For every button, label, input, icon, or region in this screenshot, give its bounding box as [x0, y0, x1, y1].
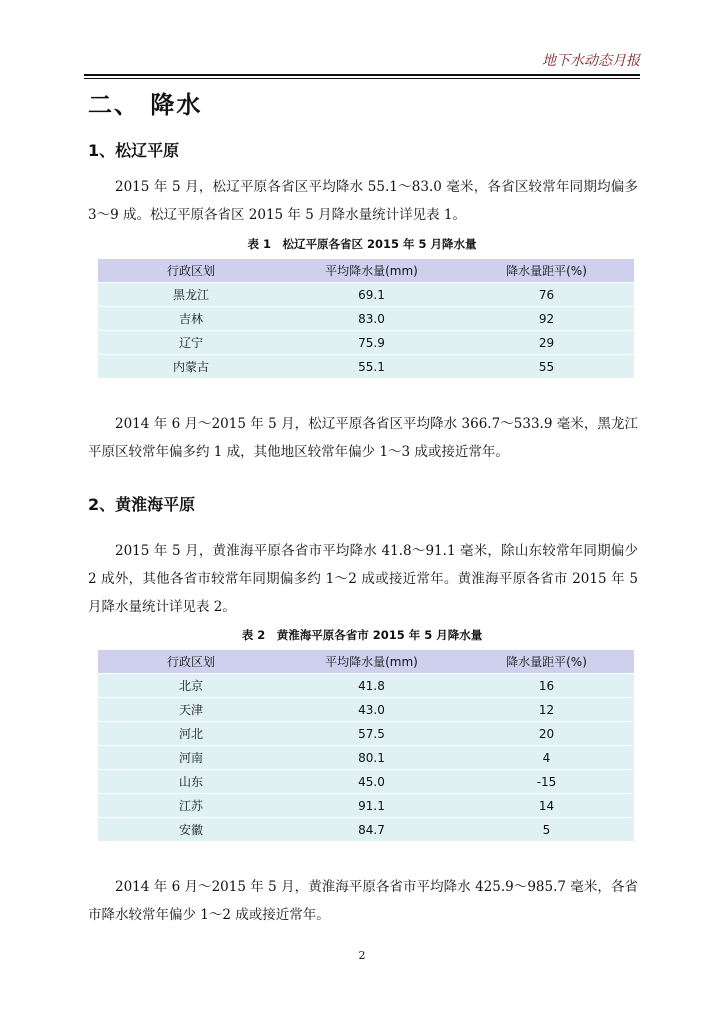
paragraph-intro-2: 2015 年 5 月，黄淮海平原各省市平均降水 41.8～91.1 毫米，除山东较常年同期偏少 2 成外，其他各省市较常年同期偏多约 1～2 成或接近常年。黄淮海平原各省市 2015 年 5 月降水量统计详见表 2。 [88, 543, 638, 615]
table-row [98, 307, 634, 331]
table-cell: 84.7 [284, 818, 459, 842]
table-row [98, 794, 634, 818]
column-header: 行政区划 [98, 259, 284, 283]
table-row [98, 283, 634, 307]
subsection-heading-2: 2、黄淮海平原 [88, 495, 196, 514]
table-cell: 43.0 [284, 698, 459, 722]
column-header: 降水量距平(%) [459, 650, 634, 674]
table-cell: 76 [459, 283, 634, 307]
table-cell: 辽宁 [98, 331, 284, 355]
table-cell: 北京 [98, 674, 284, 698]
table-cell: 山东 [98, 770, 284, 794]
table-cell: 55 [459, 355, 634, 379]
table-row [98, 818, 634, 842]
table-cell: 5 [459, 818, 634, 842]
table-row [98, 770, 634, 794]
table-cell: 75.9 [284, 331, 459, 355]
column-header: 平均降水量(mm) [284, 259, 459, 283]
table-row [98, 722, 634, 746]
table-cell: 55.1 [284, 355, 459, 379]
table-cell: 29 [459, 331, 634, 355]
column-header: 行政区划 [98, 650, 284, 674]
table-cell: 57.5 [284, 722, 459, 746]
table-cell: 14 [459, 794, 634, 818]
table-cell: 4 [459, 746, 634, 770]
table-row [98, 746, 634, 770]
table-row [98, 331, 634, 355]
table-row [98, 698, 634, 722]
paragraph-summary-1: 2014 年 6 月～2015 年 5 月，松辽平原各省区平均降水 366.7～533.9 毫米，黑龙江平原区较常年偏多约 1 成，其他地区较常年偏少 1～3 成或接近常年。 [88, 416, 638, 460]
table-cell: 河北 [98, 722, 284, 746]
table-cell: 80.1 [284, 746, 459, 770]
table-cell: 69.1 [284, 283, 459, 307]
table-cell: 黑龙江 [98, 283, 284, 307]
header-rule [84, 74, 640, 79]
table-cell: 16 [459, 674, 634, 698]
table-caption-2: 表 2 黄淮海平原各省市 2015 年 5 月降水量 [241, 628, 483, 642]
table-cell: 41.8 [284, 674, 459, 698]
section-heading: 二、 降水 [88, 91, 203, 119]
running-header: 地下水动态月报 [542, 53, 640, 69]
table-cell: 45.0 [284, 770, 459, 794]
table-cell: 83.0 [284, 307, 459, 331]
table-cell: 江苏 [98, 794, 284, 818]
table-row [98, 674, 634, 698]
table-header-row [98, 650, 634, 674]
table-cell: 安徽 [98, 818, 284, 842]
table-cell: 河南 [98, 746, 284, 770]
table-cell: 内蒙古 [98, 355, 284, 379]
subsection-heading-1: 1、松辽平原 [88, 141, 180, 160]
table-row [98, 355, 634, 379]
table-cell: 吉林 [98, 307, 284, 331]
precip-table-1 [98, 259, 634, 378]
column-header: 降水量距平(%) [459, 259, 634, 283]
table-cell: 12 [459, 698, 634, 722]
table-caption-1: 表 1 松辽平原各省区 2015 年 5 月降水量 [247, 237, 477, 251]
column-header: 平均降水量(mm) [284, 650, 459, 674]
table-cell: -15 [459, 770, 634, 794]
table-cell: 20 [459, 722, 634, 746]
table-cell: 91.1 [284, 794, 459, 818]
page-number: 2 [358, 949, 366, 962]
table-cell: 天津 [98, 698, 284, 722]
paragraph-summary-2: 2014 年 6 月～2015 年 5 月，黄淮海平原各省市平均降水 425.9～985.7 毫米，各省市降水较常年偏少 1～2 成或接近常年。 [88, 879, 638, 923]
paragraph-intro-1: 2015 年 5 月，松辽平原各省区平均降水 55.1～83.0 毫米，各省区较常年同期均偏多 3～9 成。松辽平原各省区 2015 年 5 月降水量统计详见表 1。 [88, 179, 638, 223]
table-cell: 92 [459, 307, 634, 331]
precip-table-2 [98, 650, 634, 841]
table-header-row [98, 259, 634, 283]
